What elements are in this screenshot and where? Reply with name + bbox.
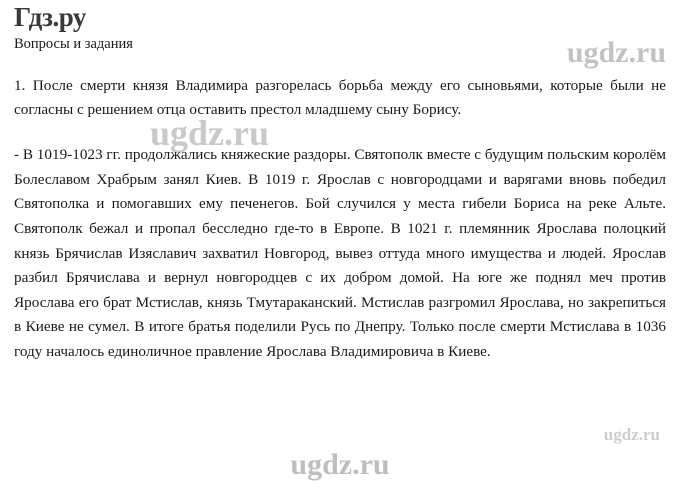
answer-paragraph-1: 1. После смерти князя Владимира разгорелась борьба между его сыновьями, которые были не согласны с решением отца оставить престол младшему сыну Борису. (14, 76, 666, 119)
watermark-top-right: ugdz.ru (566, 36, 666, 69)
document-content (14, 34, 666, 383)
section-heading: Вопросы и задания (14, 36, 133, 52)
answer-paragraph-2: - В 1019-1023 гг. продолжались княжеские раздоры. Святополк вместе с будущим польским королём Болеславом Храбрым занял Киев. В 1019 г. Ярослав с новгородцами и варягами вновь победил Святополка и помогавших ему печенегов. Бой случился у места гибели Бориса на реке Альте. Святополк бежал и пропал бесследно где-то в Европе. В 1021 г. племянник Ярослава полоцкий князь Брячислав Изяславич захватил Новгород, вывез оттуда много имущества и людей. Ярослав разбил Брячислава и вернул новгородцев с их добром домой. На юге же поднял меч против Ярослава его брат Мстислав, князь Тмутараканский. Мстислав разгромил Ярослава, но закрепиться в Киеве не сумел. В итоге братья поделили Русь по Днепру. Только после смерти Мстислава в 1036 году началось единоличное правление Ярослава Владимировича в Киеве. (14, 146, 666, 360)
watermark-lower-right: ugdz.ru (603, 425, 660, 444)
watermark-bottom-center: ugdz.ru (290, 448, 390, 481)
site-logo[interactable]: Гдз.ру (14, 2, 86, 32)
watermark-upper-center: ugdz.ru (150, 113, 270, 153)
